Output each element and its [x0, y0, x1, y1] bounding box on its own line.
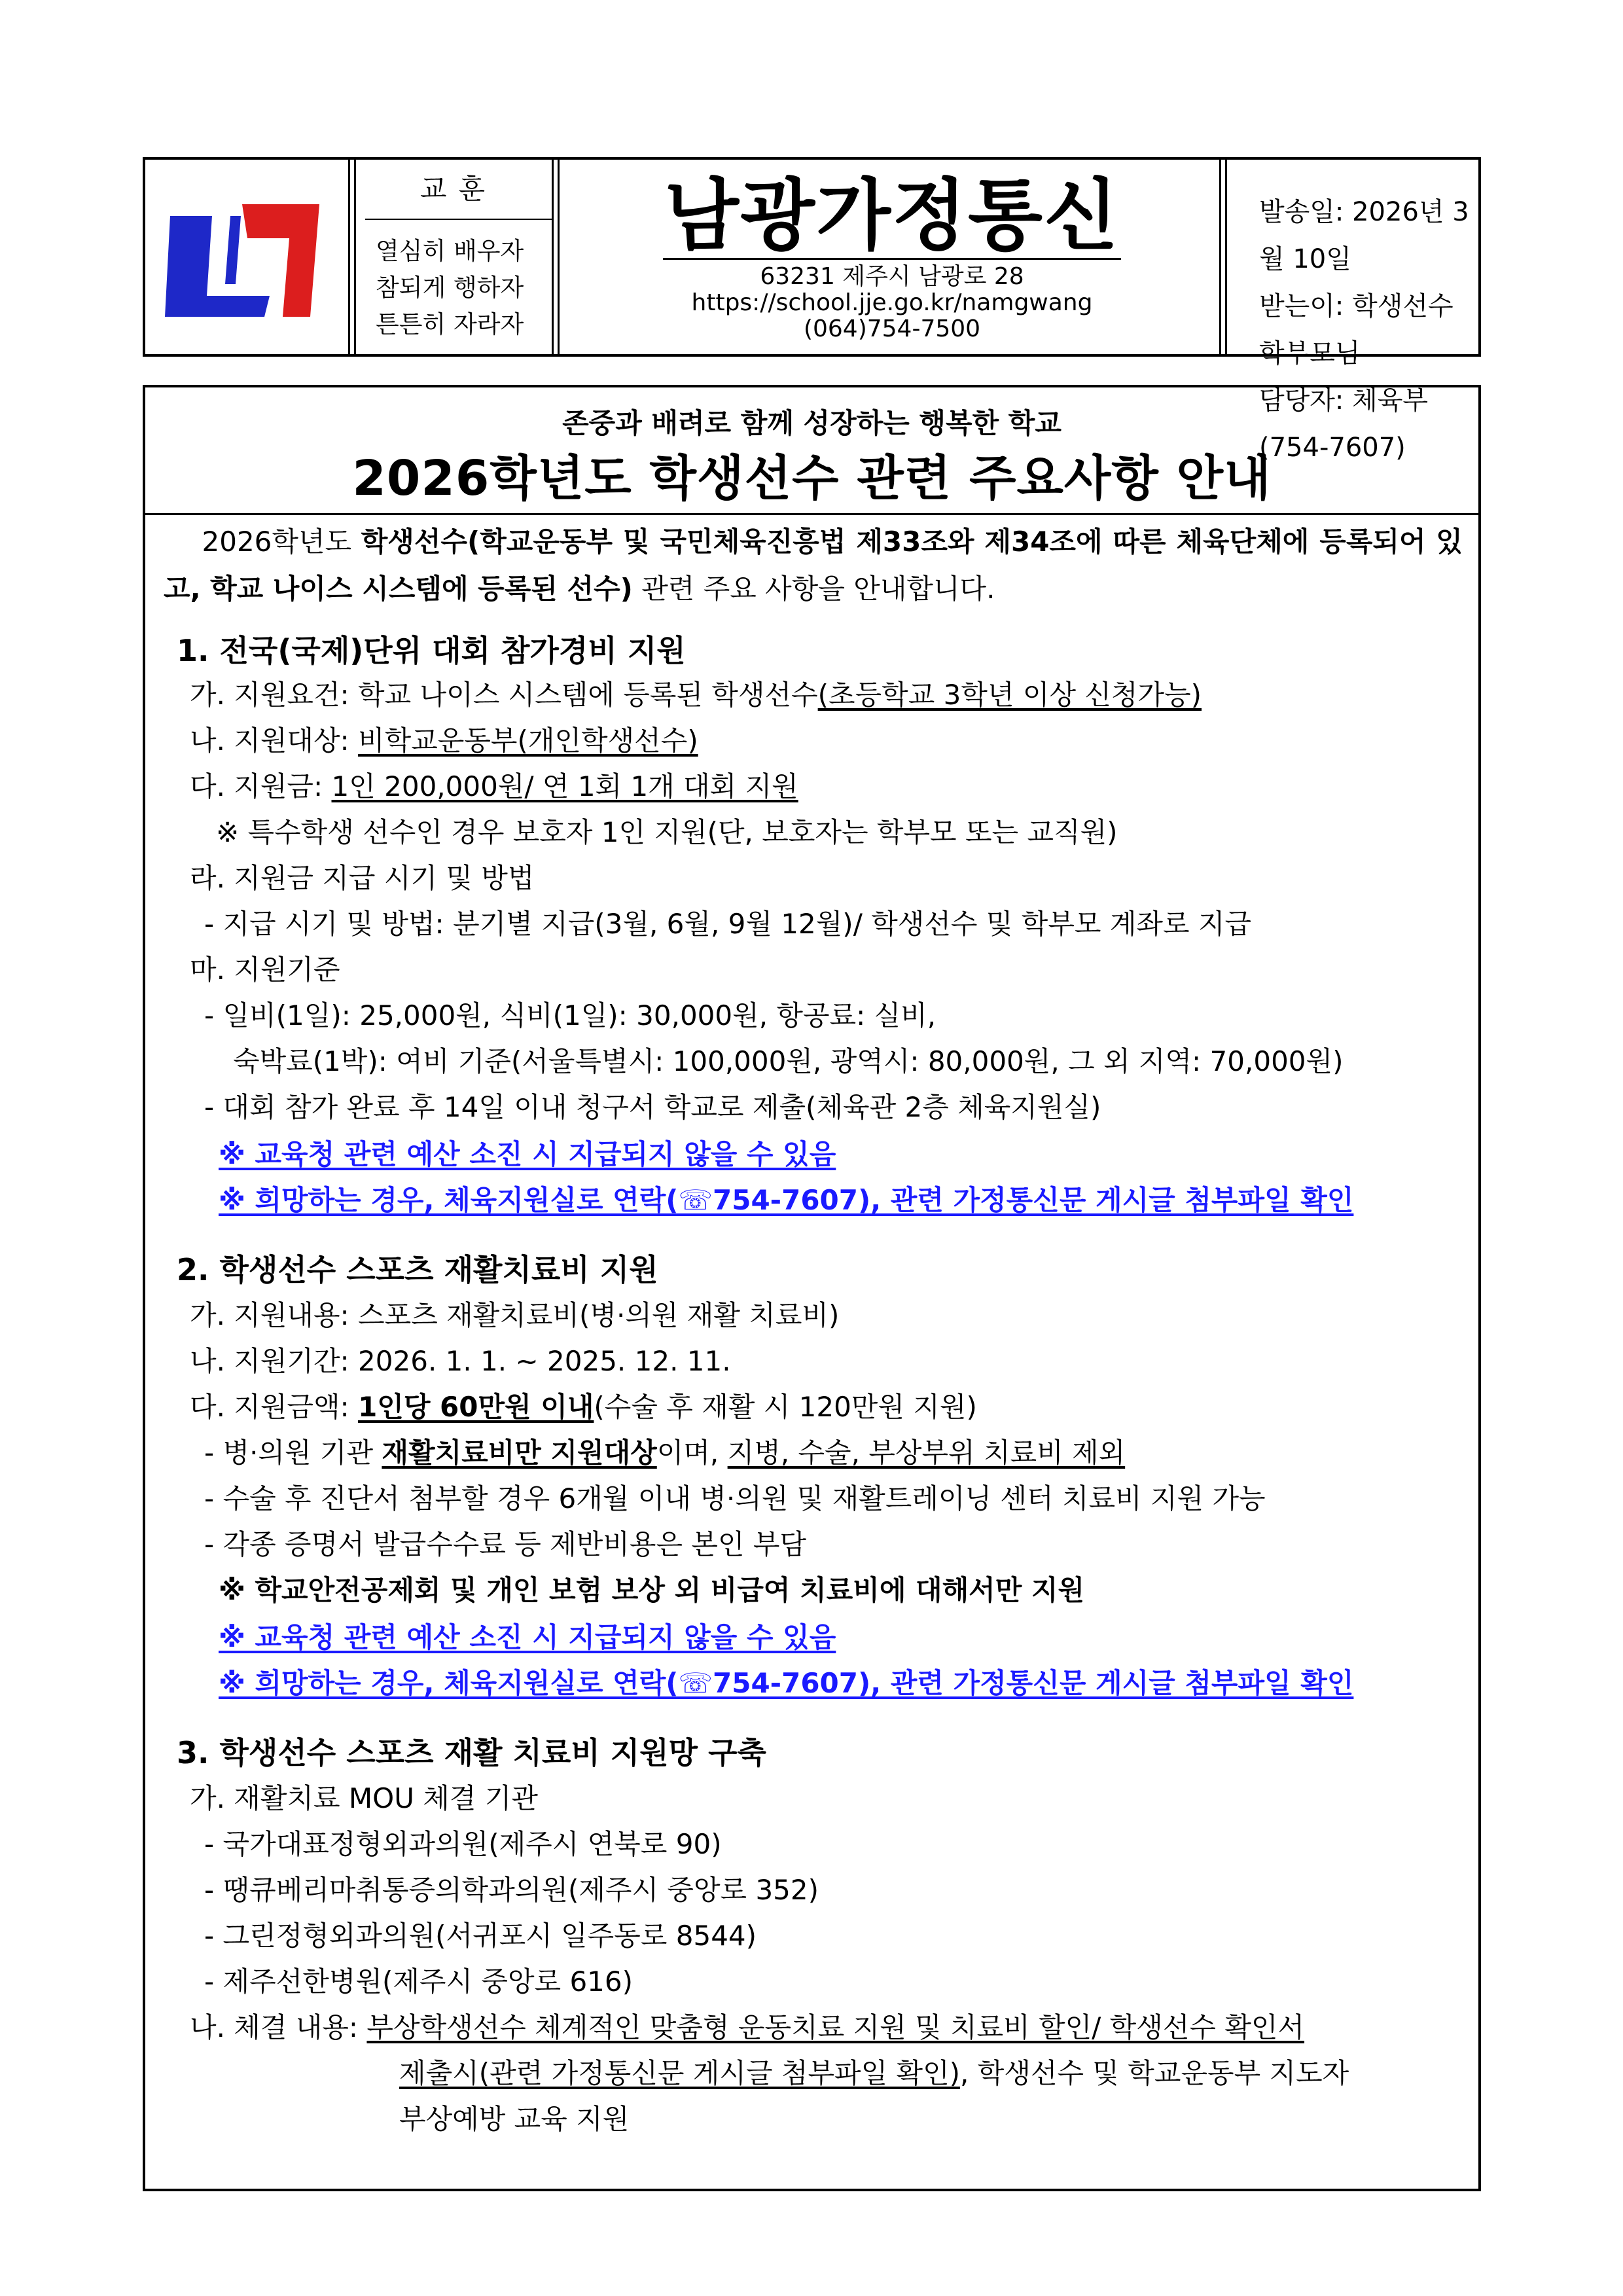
school-website: https://school.jje.go.kr/namgwang [691, 289, 1093, 316]
s1-payment-method: - 지급 시기 및 방법: 분기별 지급(3월, 6월, 9월 12월)/ 학생선수 및 학부모 계좌로 지급 [204, 908, 1252, 940]
s2-insurance-note: ※ 학교안전공제회 및 개인 보험 보상 외 비급여 치료비에 대해서만 지원 [219, 1574, 1085, 1606]
s1-criteria-3: - 대회 참가 완료 후 14일 이내 청구서 학교로 제출(체육관 2층 체육지원실) [204, 1091, 1101, 1123]
item-underlined: 제출시(관련 가정통신문 게시글 첨부파일 확인) [399, 2057, 961, 2089]
s3-item-na [190, 2008, 1304, 2047]
item-bold-underlined: 1인당 60만원 이내 [358, 1391, 594, 1423]
recipient: 받는이: 학생선수 학부모님 [1259, 291, 1454, 368]
newsletter-masthead [567, 160, 1217, 354]
item-underlined: 부상학생선수 체계적인 맞춤형 운동치료 지원 및 치료비 할인/ 학생선수 확인서 [366, 2011, 1305, 2043]
motto-line: 튼튼히 자라자 [376, 310, 524, 338]
sent-date: 발송일: 2026년 3월 10일 [1259, 197, 1469, 274]
motto-line: 참되게 행하자 [376, 274, 524, 302]
contact-person: 담당자: 체육부(754-7607) [1259, 386, 1429, 463]
s2-budget-notice: ※ 교육청 관련 예산 소진 시 지급되지 않을 수 있음 [219, 1621, 836, 1653]
header-divider [1219, 160, 1227, 354]
notice-box [143, 385, 1481, 2191]
item-text: 나. 체결 내용: [190, 2011, 367, 2043]
header-divider [348, 160, 356, 354]
s3-clinic: - 그린정형외과의원(서귀포시 일주동로 8544) [204, 1920, 757, 1952]
title-separator [145, 513, 1478, 515]
s1-item-da [190, 767, 798, 806]
item-bold-underlined: 재활치료비만 지원대상 [382, 1437, 657, 1469]
document-title: 2026학년도 학생선수 관련 주요사항 안내 [352, 450, 1272, 507]
s3-item-na-cont: 부상예방 교육 지원 [399, 2103, 630, 2135]
s1-item-na [190, 721, 698, 761]
intro-paragraph [164, 518, 1463, 613]
s1-contact-notice: ※ 희망하는 경우, 체육지원실로 연락(☏754-7607), 관련 가정통신문 게시글 첨부파일 확인 [219, 1184, 1354, 1216]
school-motto [365, 160, 552, 354]
motto-title: 교훈 [365, 160, 552, 220]
school-slogan: 존중과 배려로 함께 성장하는 행복한 학교 [562, 407, 1061, 439]
s2-bullet-2: - 수술 후 진단서 첨부할 경우 6개월 이내 병·의원 및 재활트레이닝 센터 치료비 지원 가능 [204, 1482, 1266, 1515]
s3-item-na-cont [399, 2054, 1349, 2093]
s2-item-ga: 가. 지원내용: 스포츠 재활치료비(병·의원 재활 치료비) [190, 1299, 840, 1331]
newsletter-title: 남광가정통신 [664, 170, 1120, 260]
item-underlined: 비학교운동부(개인학생선수) [358, 725, 698, 757]
s1-item-ma: 마. 지원기준 [190, 954, 340, 986]
header-divider [552, 160, 560, 354]
item-text: 가. 지원요건: 학교 나이스 시스템에 등록된 학생선수 [190, 679, 818, 711]
item-underlined: 지병, 수술, 부상부위 치료비 제외 [727, 1437, 1126, 1469]
section-1-heading: 1. 전국(국제)단위 대회 참가경비 지원 [177, 633, 686, 668]
section-2-heading: 2. 학생선수 스포츠 재활치료비 지원 [177, 1252, 658, 1287]
s1-budget-notice: ※ 교육청 관련 예산 소진 시 지급되지 않을 수 있음 [219, 1138, 836, 1170]
s2-item-da [190, 1388, 977, 1427]
motto-line: 열심히 배우자 [376, 237, 524, 265]
item-text: 다. 지원금액: [190, 1391, 359, 1423]
item-text: (수술 후 재활 시 120만원 지원) [594, 1391, 977, 1423]
item-underlined: (초등학교 3학년 이상 신청가능) [817, 679, 1202, 711]
s2-bullet-3: - 각종 증명서 발급수수료 등 제반비용은 본인 부담 [204, 1528, 807, 1560]
item-underlined: 1인 200,000원/ 연 1회 1개 대회 지원 [331, 770, 798, 802]
school-phone: (064)754-7500 [803, 315, 981, 342]
s3-clinic: - 국가대표정형외과의원(제주시 연북로 90) [204, 1828, 722, 1860]
s1-item-ra: 라. 지원금 지급 시기 및 방법 [190, 862, 535, 894]
s1-criteria-2: 숙박료(1박): 여비 기준(서울특별시: 100,000원, 광역시: 80,000원, 그 외 지역: 70,000원) [233, 1045, 1344, 1077]
section-3-heading: 3. 학생선수 스포츠 재활 치료비 지원망 구축 [177, 1735, 766, 1770]
school-logo-mark [165, 198, 322, 322]
item-text: 이며, [656, 1437, 728, 1469]
school-logo [165, 198, 322, 325]
s2-contact-notice: ※ 희망하는 경우, 체육지원실로 연락(☏754-7607), 관련 가정통신문 게시글 첨부파일 확인 [219, 1667, 1354, 1699]
s2-bullet-1 [204, 1433, 1125, 1473]
s3-clinic: - 제주선한병원(제주시 중앙로 616) [204, 1965, 633, 1998]
item-text: 다. 지원금: [190, 770, 332, 802]
intro-text: 2026학년도 [202, 526, 361, 558]
intro-bold-text: 학생선수(학교운동부 및 국민체육진흥법 제33조와 제34조에 따른 체육단체에 등록되어 있고, 학교 나이스 시스템에 등록된 선수) [164, 526, 1463, 605]
s2-item-na: 나. 지원기간: 2026. 1. 1. ~ 2025. 12. 11. [190, 1345, 731, 1377]
s3-clinic: - 땡큐베리마취통증의학과의원(제주시 중앙로 352) [204, 1874, 819, 1906]
item-text: 나. 지원대상: [190, 725, 359, 757]
item-text: - 병·의원 기관 [204, 1437, 382, 1469]
s1-criteria-1: - 일비(1일): 25,000원, 식비(1일): 30,000원, 항공료: 실비, [204, 999, 936, 1031]
school-address: 63231 제주시 남광로 28 [760, 263, 1024, 290]
s1-special-note: ※ 특수학생 선수인 경우 보호자 1인 지원(단, 보호자는 학부모 또는 교직원) [216, 816, 1118, 848]
item-text: , 학생선수 및 학교운동부 지도자 [960, 2057, 1349, 2089]
s3-item-ga: 가. 재활치료 MOU 체결 기관 [190, 1782, 538, 1814]
intro-text: 관련 주요 사항을 안내합니다. [632, 573, 995, 605]
s1-item-ga [190, 675, 1202, 715]
